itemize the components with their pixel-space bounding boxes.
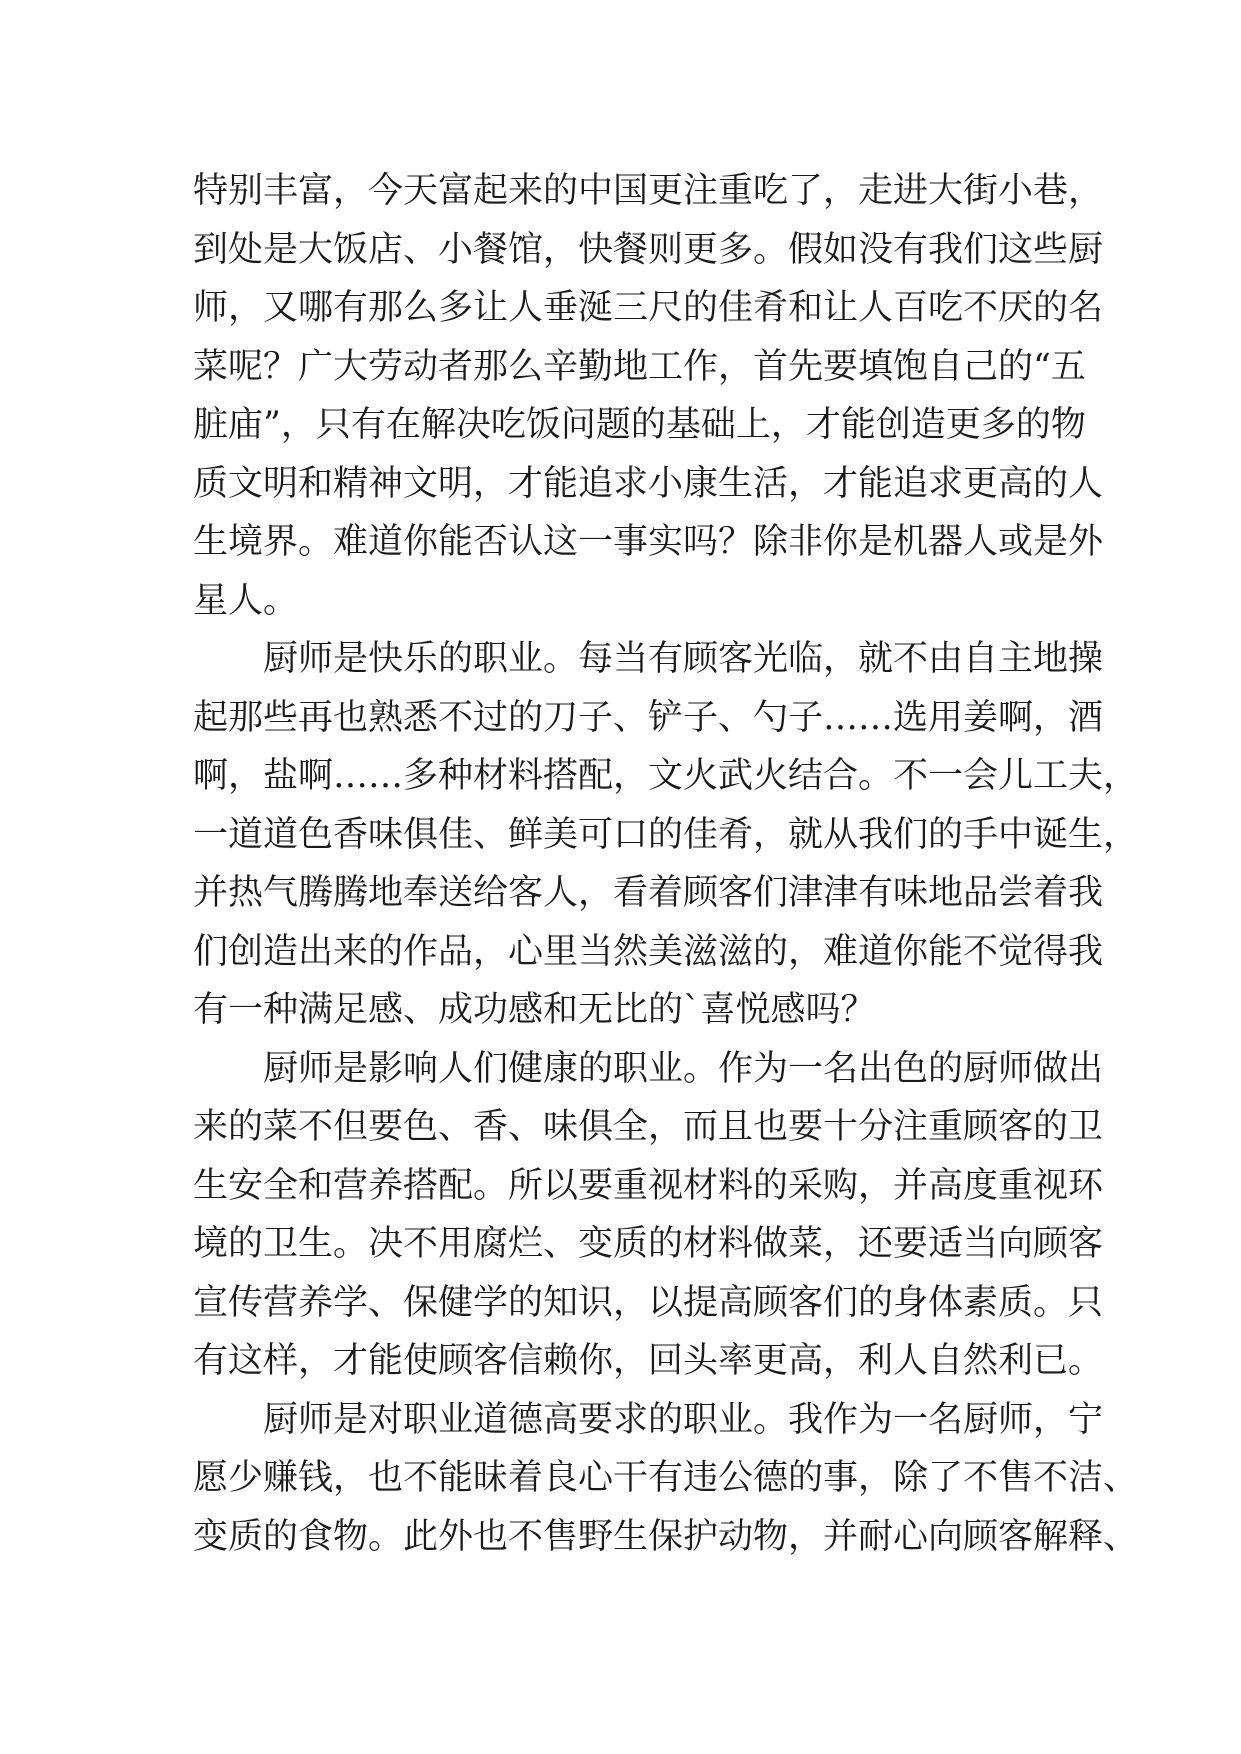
text-line: 有这样，才能使顾客信赖你，回头率更高，利人自然利已。 bbox=[193, 1341, 1104, 1381]
text-line: 并热气腾腾地奉送给客人，看着顾客们津津有味地品尝着我 bbox=[193, 873, 1104, 913]
text-line: 特别丰富，今天富起来的中国更注重吃了，走进大街小巷， bbox=[193, 171, 1104, 211]
text-line: 一道道色香味俱佳、鲜美可口的佳肴，就从我们的手中诞生， bbox=[193, 814, 1139, 855]
text-line: 有一种满足感、成功感和无比的`喜悦感吗？ bbox=[193, 990, 876, 1030]
text-line: 到处是大饭店、小餐馆，快餐则更多。假如没有我们这些厨 bbox=[193, 229, 1104, 270]
text-line: 菜呢？广大劳动者那么辛勤地工作，首先要填饱自己的“五 bbox=[193, 346, 1086, 387]
text-line: 厨师是对职业道德高要求的职业。我作为一名厨师，宁 bbox=[193, 1399, 1104, 1440]
text-line: 生安全和营养搭配。所以要重视材料的采购，并高度重视环 bbox=[193, 1165, 1104, 1206]
text-line: 厨师是影响人们健康的职业。作为一名出色的厨师做出 bbox=[193, 1048, 1104, 1089]
text-line: 脏庙”，只有在解决吃饭问题的基础上，才能创造更多的物 bbox=[193, 405, 1086, 445]
text-line: 愿少赚钱，也不能昧着良心干有违公德的事，除了不售不洁、 bbox=[193, 1458, 1139, 1498]
text-line: 来的菜不但要色、香、味俱全，而且也要十分注重顾客的卫 bbox=[193, 1107, 1104, 1147]
text-line: 啊，盐啊……多种材料搭配，文火武火结合。不一会儿工夫， bbox=[193, 756, 1139, 796]
text-line: 境的卫生。决不用腐烂、变质的材料做菜，还要适当向顾客 bbox=[193, 1224, 1104, 1264]
text-line: 们创造出来的作品，心里当然美滋滋的，难道你能不觉得我 bbox=[193, 931, 1104, 972]
body-text bbox=[193, 162, 1139, 1566]
text-line: 起那些再也熟悉不过的刀子、铲子、勺子……选用姜啊，酒 bbox=[193, 697, 1104, 738]
text-line: 师，又哪有那么多让人垂涎三尺的佳肴和让人百吃不厌的名 bbox=[193, 288, 1104, 328]
text-line: 变质的食物。此外也不售野生保护动物，并耐心向顾客解释、 bbox=[193, 1516, 1139, 1557]
text-line: 生境界。难道你能否认这一事实吗？除非你是机器人或是外 bbox=[193, 522, 1104, 562]
text-line: 宣传营养学、保健学的知识，以提高顾客们的身体素质。只 bbox=[193, 1282, 1104, 1323]
text-line: 厨师是快乐的职业。每当有顾客光临，就不由自主地操 bbox=[193, 639, 1104, 679]
text-line: 质文明和精神文明，才能追求小康生活，才能追求更高的人 bbox=[193, 463, 1104, 504]
text-line: 星人。 bbox=[193, 580, 299, 621]
